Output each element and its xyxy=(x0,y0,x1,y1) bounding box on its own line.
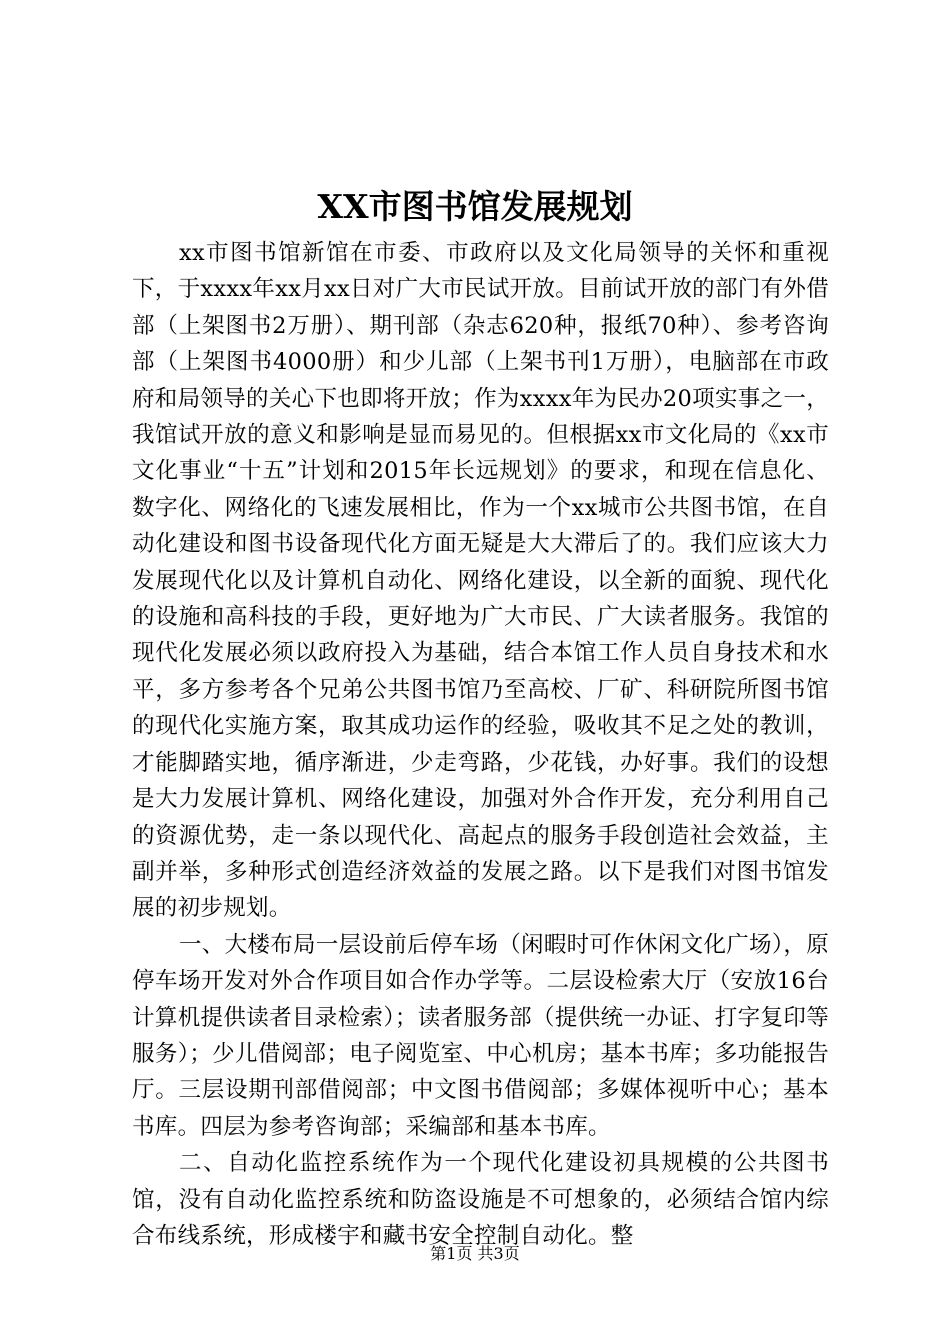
paragraph-monitoring-system: 二、自动化监控系统作为一个现代化建设初具规模的公共图书馆，没有自动化监控系统和防盗设施是不可想象的，必须结合馆内综合布线系统，形成楼宇和藏书安全控制自动化。整 xyxy=(132,1150,829,1249)
paragraph-intro: xx市图书馆新馆在市委、市政府以及文化局领导的关怀和重视下，于xxxx年xx月xx日对广大市民试开放。目前试开放的部门有外借部（上架图书2万册）、期刊部（杂志620种，报纸70种）、参考咨询部（上架图书4000册）和少儿部（上架书刊1万册），电脑部在市政府和局领导的关心下也即将开放；作为xxxx年为民办20项实事之一，我馆试开放的意义和影响是显而易见的。但根据xx市文化局的《xx市文化事业“十五”计划和2015年长远规划》的要求，和现在信息化、数字化、网络化的飞速发展相比，作为一个xx城市公共图书馆，在自动化建设和图书设备现代化方面无疑是大大滞后了的。我们应该大力发展现代化以及计算机自动化、网络化建设，以全新的面貌、现代化的设施和高科技的手段，更好地为广大市民、广大读者服务。我馆的现代化发展必须以政府投入为基础，结合本馆工作人员自身技术和水平，多方参考各个兄弟公共图书馆乃至高校、厂矿、科研院所图书馆的现代化实施方案，取其成功运作的经验，吸收其不足之处的教训，才能脚踏实地，循序渐进，少走弯路，少花钱，办好事。我们的设想是大力发展计算机、网络化建设，加强对外合作开发，充分利用自己的资源优势，走一条以现代化、高起点的服务手段创造社会效益，主副并举，多种形式创造经济效益的发展之路。以下是我们对图书馆发展的初步规划。 xyxy=(132,240,829,922)
page-footer: 第1页 共3页 xyxy=(430,1244,520,1263)
document-title: XX市图书馆发展规划 xyxy=(317,187,633,226)
paragraph-building-layout: 一、大楼布局一层设前后停车场（闲暇时可作休闲文化广场），原停车场开发对外合作项目如合作办学等。二层设检索大厅（安放16台计算机提供读者目录检索）；读者服务部（提供统一办证、打字复印等服务）；少儿借阅部；电子阅览室、中心机房；基本书库；多功能报告厅。三层设期刊部借阅部；中文图书借阅部；多媒体视听中心；基本书库。四层为参考咨询部；采编部和基本书库。 xyxy=(132,931,829,1140)
document-body xyxy=(132,235,829,1254)
